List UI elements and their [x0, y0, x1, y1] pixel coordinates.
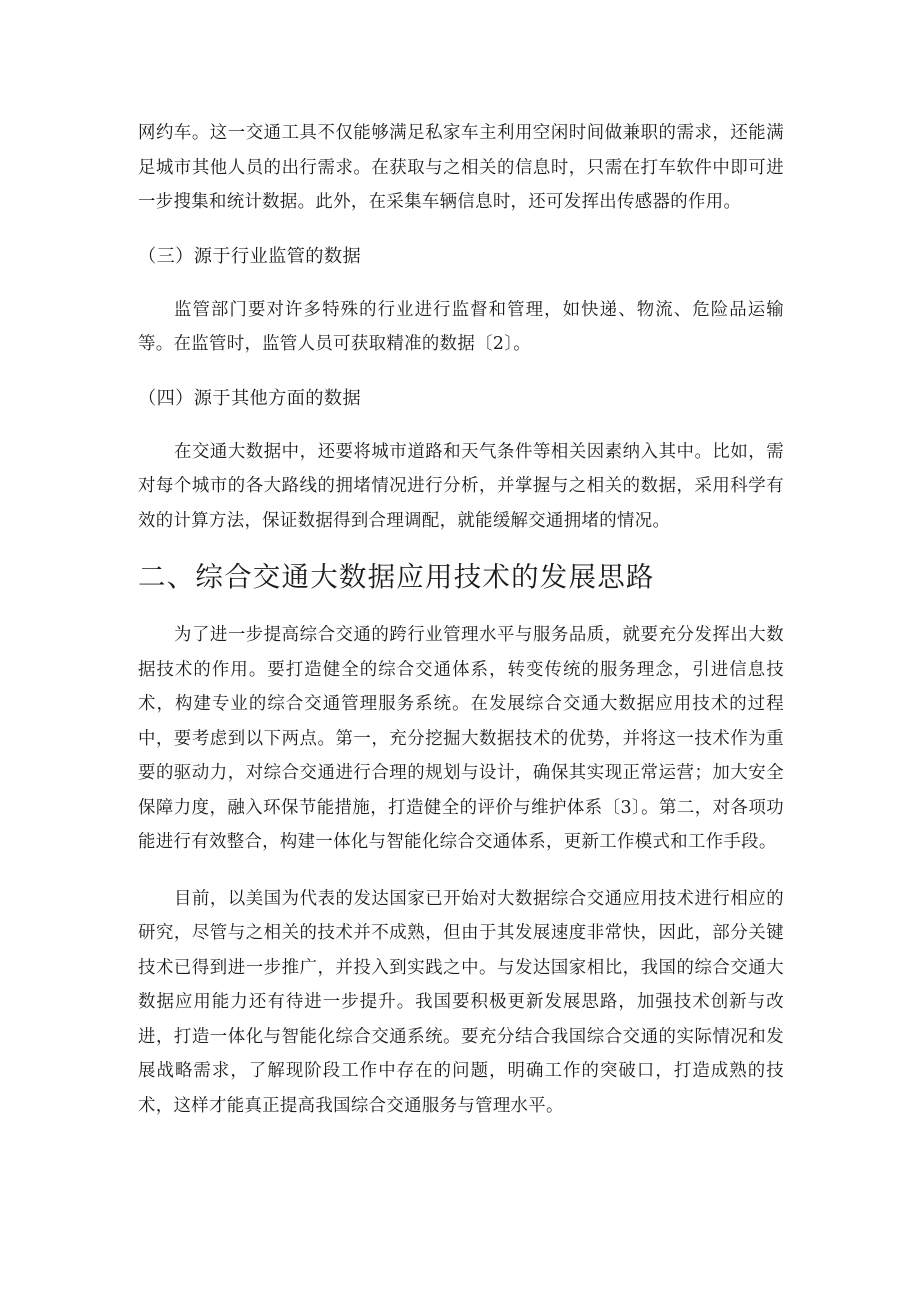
heading-other-data: （四）源于其他方面的数据 — [138, 387, 362, 409]
heading-industry-regulation: （三）源于行业监管的数据 — [138, 245, 362, 267]
paragraph-continued: 网约车。这一交通工具不仅能够满足私家车主利用空闲时间做兼职的需求，还能满足城市其他人员的出行需求。在获取与之相关的信息时，只需在打车软件中即可进一步搜集和统计数据。此外，在采集车辆信息时，还可发挥出传感器的作用。 — [138, 123, 784, 212]
paragraph-current-status: 目前，以美国为代表的发达国家已开始对大数据综合交通应用技术进行相应的研究，尽管与之相关的技术并不成熟，但由于其发展速度非常快，因此，部分关键技术已得到进一步推广，并投入到实践之中。与发达国家相比，我国的综合交通大数据应用能力还有待进一步提升。我国要积极更新发展思路，加强技术创新与改进，打造一体化与智能化综合交通系统。要充分结合我国综合交通的实际情况和发展战略需求，了解现阶段工作中存在的问题，明确工作的突破口，打造成熟的技术，这样才能真正提高我国综合交通服务与管理水平。 — [138, 888, 784, 1116]
section-title-development-ideas: 二、综合交通大数据应用技术的发展思路 — [138, 561, 655, 593]
paragraph-other-data: 在交通大数据中，还要将城市道路和天气条件等相关因素纳入其中。比如，需对每个城市的各大路线的拥堵情况进行分析，并掌握与之相关的数据，采用科学有效的计算方法，保证数据得到合理调配，就能缓解交通拥堵的情况。 — [138, 441, 784, 531]
document-page — [138, 116, 784, 1123]
paragraph-regulation: 监管部门要对许多特殊的行业进行监督和管理，如快递、物流、危险品运输等。在监管时，监管人员可获取精准的数据〔2〕。 — [138, 299, 784, 354]
paragraph-development-ideas: 为了进一步提高综合交通的跨行业管理水平与服务品质，就要充分发挥出大数据技术的作用。要打造健全的综合交通体系，转变传统的服务理念，引进信息技术，构建专业的综合交通管理服务系统。在发展综合交通大数据应用技术的过程中，要考虑到以下两点。第一，充分挖掘大数据技术的优势，并将这一技术作为重要的驱动力，对综合交通进行合理的规划与设计，确保其实现正常运营；加大安全保障力度，融入环保节能措施，打造健全的评价与维护体系〔3〕。第二，对各项功能进行有效整合，构建一体化与智能化综合交通体系，更新工作模式和工作手段。 — [138, 625, 784, 852]
